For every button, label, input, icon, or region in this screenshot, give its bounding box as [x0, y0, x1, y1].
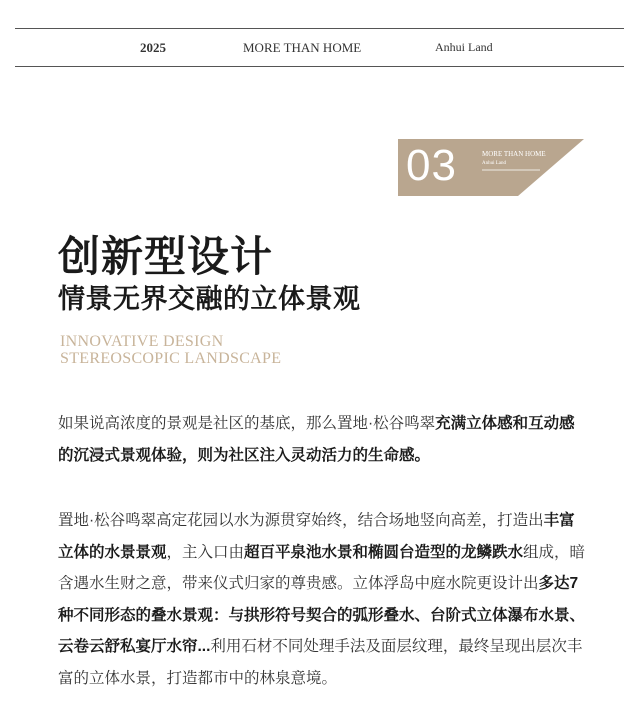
badge-title: MORE THAN HOME [482, 150, 546, 158]
para2-bold-3: 多达7种不同形态的叠水景观：与拱形符号契合的弧形叠水、台阶式立体瀑布水景、云卷云舒私宴厅水帘... [58, 575, 586, 655]
page-title: 创新型设计 [58, 232, 274, 281]
badge-subtitle: Anhui Land [482, 161, 507, 166]
para2-bold-1: 丰富立体的水景景观 [58, 512, 575, 561]
para1-text-1: 如果说高浓度的景观是社区的基底，那么置地·松谷鸣翠 [58, 415, 436, 432]
header-location: Anhui Land [435, 40, 493, 54]
para2-text-3: 组成，暗含遇水生财之意，带来仪式归家的尊贵感。立体浮岛中庭水院更设计出 [58, 543, 586, 592]
para2-text-1: 置地·松谷鸣翠高定花园以水为源贯穿始终，结合场地竖向高差，打造出 [58, 512, 544, 529]
header-year: 2025 [140, 40, 166, 55]
english-title-line2: STEREOSCOPIC LANDSCAPE [60, 350, 282, 367]
body-paragraph [58, 505, 588, 694]
para1-bold-1: 充满立体感和互动感的沉浸式景观体验，则为社区注入灵动活力的生命感。 [58, 415, 575, 464]
page-subtitle: 情景无界交融的立体景观 [58, 284, 361, 315]
section-badge [398, 139, 584, 196]
section-number: 03 [406, 141, 457, 190]
para2-text-4: 利用石材不同处理手法及面层纹理，最终呈现出层次丰富的立体水景，打造都市中的林泉意境。 [58, 638, 583, 687]
page-header [15, 28, 624, 67]
intro-paragraph [58, 408, 588, 471]
para2-bold-2: 超百平泉池水景和椭圆台造型的龙鳞跌水 [244, 543, 524, 561]
header-title: MORE THAN HOME [243, 40, 362, 55]
english-title-line1: INNOVATIVE DESIGN [60, 333, 224, 350]
para2-text-2: ，主入口由 [166, 543, 245, 561]
